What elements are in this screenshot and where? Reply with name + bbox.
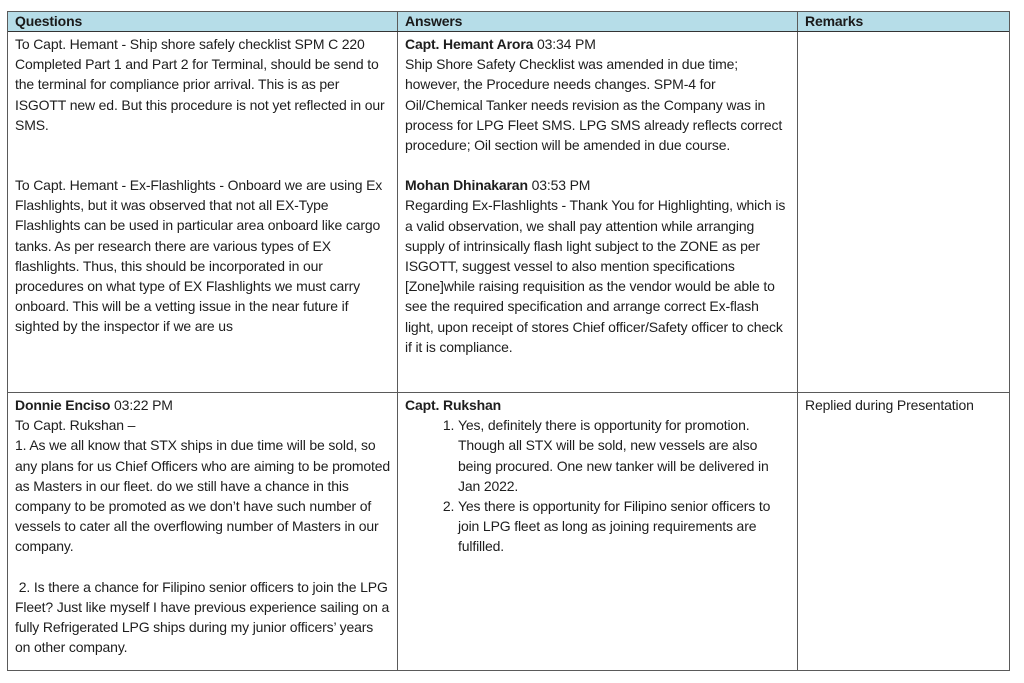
table-header-row: [8, 12, 1009, 32]
header-remarks: Remarks: [797, 12, 1009, 31]
table-row: [8, 393, 1009, 670]
answer-header: [405, 175, 790, 195]
remarks-cell: Replied during Presentation: [797, 393, 1009, 670]
header-questions: Questions: [15, 13, 83, 29]
question-text: To Capt. Hemant - Ex-Flashlights - Onboard we are using Ex Flashlights, but it was observed that not all EX-Type Flashlights can be used in particular area onboard like cargo tanks. As per research there are various types of EX flashlights. Thus, this should be incorporated in our procedures on what type of EX Flashlights we must carry onboard. This will be a vetting issue in the near future if sighted by the inspector if we are us: [15, 177, 383, 335]
answer-text: Regarding Ex-Flashlights - Thank You for Highlighting, which is a valid observation, we shall pay attention while arranging supply of intrinsically flash light subject to the ZONE as per ISGOTT, suggest vessel to also mention specifications [Zone]while raising requisition as the vendor would be able to see the required specification and arrange correct Ex-flash light, upon receipt of stores Chief officer/Safety officer to check if it is compliance.: [405, 197, 786, 355]
questions-cell: [8, 393, 397, 670]
answer-text: Ship Shore Safety Checklist was amended in due time; however, the Procedure needs changes. SPM-4 for Oil/Chemical Tanker needs revision as the Company was in process for LPG Fleet SMS. LPG SMS already reflects correct procedure; Oil section will be amended in due course.: [405, 56, 783, 154]
question-text: 2. Is there a chance for Filipino senior officers to join the LPG Fleet? Just like myself I have previous experience sailing on a fully Refrigerated LPG ships during my junior officers’ years on other company.: [15, 578, 393, 656]
questions-cell: [8, 32, 397, 392]
answer-time: 03:34 PM: [537, 36, 596, 52]
question-text: To Capt. Hemant - Ship shore safely checklist SPM C 220 Completed Part 1 and Part 2 for Terminal, should be send to the terminal for compliance prior arrival. This is as per ISGOTT new ed. But this procedure is not yet reflected in our SMS.: [15, 36, 385, 133]
answer-author: Capt. Hemant Arora: [405, 36, 534, 52]
question-text: 1. As we all know that STX ships in due time will be sold, so any plans for us Chief Officers who are aiming to be promoted as Masters in our fleet. do we still have a chance in this company to be promoted as we don’t have such number of vessels to cater all the overflowing number of Masters in our company.: [15, 437, 391, 555]
remarks-cell: [797, 32, 1009, 392]
answer-time: 03:53 PM: [531, 177, 591, 194]
question-author: Donnie Enciso: [15, 397, 111, 413]
answer-author: Capt. Rukshan: [405, 397, 502, 413]
answer-list-item: 1. Yes, definitely there is opportunity for promotion. Though all STX will be sold, new vessels are also being procured. One new tanker will be delivered in Jan 2022.: [458, 415, 790, 496]
question-addressee: To Capt. Rukshan –: [15, 417, 136, 434]
answers-cell: [397, 32, 797, 392]
qa-table: [7, 11, 1010, 671]
answer-author: Mohan Dhinakaran: [405, 177, 528, 194]
answer-header: [405, 34, 790, 54]
answer-list: [405, 415, 790, 556]
header-answers: Answers: [397, 12, 797, 31]
answer-list-item: 2. Yes there is opportunity for Filipino senior officers to join LPG fleet as long as joining requirements are fulfilled.: [458, 496, 790, 557]
table-row: [8, 32, 1009, 393]
question-time: 03:22 PM: [114, 397, 173, 413]
answers-cell: [397, 393, 797, 670]
question-header: [15, 395, 390, 415]
